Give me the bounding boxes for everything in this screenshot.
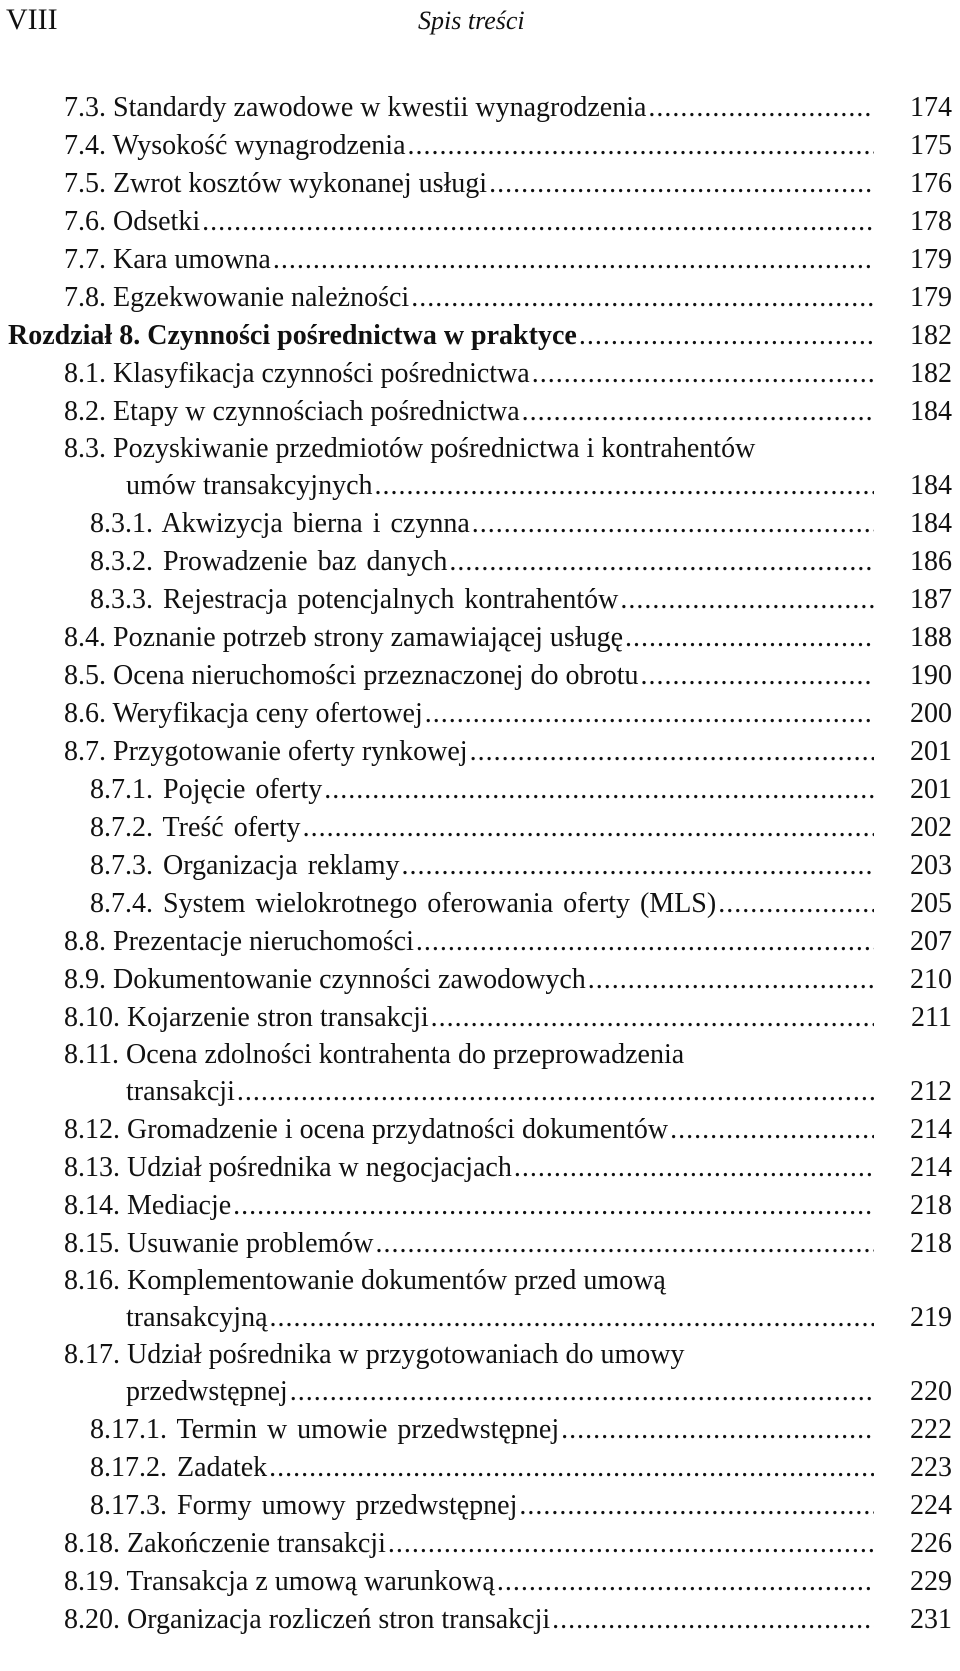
page-ref: 202 bbox=[910, 812, 952, 843]
entry-title-continued: przedwstępnej bbox=[126, 1376, 288, 1407]
entry-number: 8.3.2. bbox=[90, 546, 153, 577]
entry-title: Poznanie potrzeb strony zamawiającej usługę bbox=[113, 622, 624, 653]
leader-dots bbox=[376, 1228, 874, 1259]
leader-dots bbox=[416, 926, 874, 957]
entry-number: 8.8. bbox=[64, 926, 106, 957]
toc-entry bbox=[0, 1111, 960, 1149]
entry-title: Kara umowna bbox=[113, 244, 271, 275]
page-ref: 179 bbox=[910, 282, 952, 313]
page-ref: 231 bbox=[910, 1604, 952, 1635]
leader-dots bbox=[303, 812, 874, 843]
page-ref: 182 bbox=[910, 320, 952, 351]
entry-number: 8.5. bbox=[64, 660, 106, 691]
page-number: VIII bbox=[6, 3, 58, 36]
toc-entry bbox=[0, 1563, 960, 1601]
entry-number: 7.3. bbox=[64, 92, 106, 123]
entry-title: Zakończenie transakcji bbox=[127, 1528, 386, 1559]
entry-title: System wielokrotnego oferowania oferty (MLS) bbox=[163, 888, 717, 919]
page-ref: 188 bbox=[910, 622, 952, 653]
entry-number: 8.3.3. bbox=[90, 584, 153, 615]
entry-number: 8.14. bbox=[64, 1190, 120, 1221]
table-of-contents bbox=[0, 89, 960, 1639]
entry-number: 8.3. bbox=[64, 433, 106, 464]
entry-title: Ocena zdolności kontrahenta do przeprowadzenia bbox=[125, 1039, 685, 1070]
leader-dots bbox=[324, 774, 874, 805]
entry-title: Zadatek bbox=[177, 1452, 268, 1483]
toc-subentry bbox=[0, 885, 960, 923]
page-ref: 207 bbox=[910, 926, 952, 957]
leader-dots bbox=[670, 1114, 874, 1145]
entry-number: 8.7.1. bbox=[90, 774, 153, 805]
leader-dots bbox=[401, 850, 874, 881]
entry-number: 7.6. bbox=[64, 206, 106, 237]
toc-entry bbox=[0, 1187, 960, 1225]
page-ref: 218 bbox=[910, 1228, 952, 1259]
leader-dots bbox=[237, 1076, 874, 1107]
entry-number: 8.7.2. bbox=[90, 812, 153, 843]
toc-entry bbox=[0, 1149, 960, 1187]
page-ref: 184 bbox=[910, 470, 952, 501]
page-header bbox=[0, 0, 960, 50]
toc-entry bbox=[0, 203, 960, 241]
entry-title: Pozyskiwanie przedmiotów pośrednictwa i kontrahentów bbox=[113, 433, 756, 464]
toc-entry bbox=[0, 657, 960, 695]
toc-entry bbox=[0, 1037, 960, 1111]
entry-number: 8.17.1. bbox=[90, 1414, 167, 1445]
toc-subentry bbox=[0, 543, 960, 581]
toc-subentry bbox=[0, 847, 960, 885]
toc-entry bbox=[0, 733, 960, 771]
entry-number: 8.7. bbox=[64, 736, 106, 767]
toc-entry bbox=[0, 431, 960, 505]
entry-number: 7.7. bbox=[64, 244, 106, 275]
entry-title: Organizacja rozliczeń stron transakcji bbox=[127, 1604, 551, 1635]
leader-dots bbox=[233, 1190, 874, 1221]
entry-number: 8.20. bbox=[64, 1604, 120, 1635]
entry-title: Ocena nieruchomości przeznaczonej do obrotu bbox=[113, 660, 639, 691]
leader-dots bbox=[202, 206, 874, 237]
page-ref: 229 bbox=[910, 1566, 952, 1597]
entry-title: Standardy zawodowe w kwestii wynagrodzenia bbox=[113, 92, 647, 123]
toc-entry bbox=[0, 1601, 960, 1639]
entry-number: 8.7.4. bbox=[90, 888, 153, 919]
leader-dots bbox=[718, 888, 874, 919]
page-ref: 219 bbox=[910, 1302, 952, 1333]
entry-title: Udział pośrednika w negocjacjach bbox=[127, 1152, 512, 1183]
page-ref: 186 bbox=[910, 546, 952, 577]
entry-title: Egzekwowanie należności bbox=[113, 282, 410, 313]
entry-number: 8.6. bbox=[64, 698, 106, 729]
page-ref: 224 bbox=[910, 1490, 952, 1521]
entry-title: Kojarzenie stron transakcji bbox=[127, 1002, 429, 1033]
page-ref: 175 bbox=[910, 130, 952, 161]
leader-dots bbox=[425, 698, 874, 729]
page-ref: 178 bbox=[910, 206, 952, 237]
entry-title: Gromadzenie i ocena przydatności dokumentów bbox=[127, 1114, 669, 1145]
entry-title: Mediacje bbox=[127, 1190, 232, 1221]
leader-dots bbox=[408, 130, 874, 161]
entry-title: Organizacja reklamy bbox=[163, 850, 400, 881]
page-ref: 214 bbox=[910, 1114, 952, 1145]
page-ref: 179 bbox=[910, 244, 952, 275]
entry-title-continued: transakcyjną bbox=[126, 1302, 268, 1333]
leader-dots bbox=[588, 964, 874, 995]
entry-number: 7.5. bbox=[64, 168, 106, 199]
page-ref: 214 bbox=[910, 1152, 952, 1183]
entry-number: 8.12. bbox=[64, 1114, 120, 1145]
toc-subentry bbox=[0, 505, 960, 543]
entry-number: 8.11. bbox=[64, 1039, 119, 1070]
entry-number: 8.10. bbox=[64, 1002, 120, 1033]
entry-title: Termin w umowie przedwstępnej bbox=[176, 1414, 560, 1445]
entry-title: Weryfikacja ceny ofertowej bbox=[112, 698, 423, 729]
entry-title: Treść oferty bbox=[162, 812, 301, 843]
leader-dots bbox=[449, 546, 874, 577]
entry-number: 8.18. bbox=[64, 1528, 120, 1559]
page-ref: 220 bbox=[910, 1376, 952, 1407]
toc-entry bbox=[0, 1225, 960, 1263]
entry-number: 7.8. bbox=[64, 282, 106, 313]
leader-dots bbox=[269, 1452, 874, 1483]
leader-dots bbox=[290, 1376, 874, 1407]
entry-number: 7.4. bbox=[64, 130, 106, 161]
leader-dots bbox=[552, 1604, 874, 1635]
leader-dots bbox=[522, 396, 874, 427]
page-ref: 218 bbox=[910, 1190, 952, 1221]
toc-entry bbox=[0, 355, 960, 393]
toc-subentry bbox=[0, 1449, 960, 1487]
entry-title: Odsetki bbox=[113, 206, 201, 237]
entry-number: 8.9. bbox=[64, 964, 106, 995]
leader-dots bbox=[270, 1302, 875, 1333]
leader-dots bbox=[497, 1566, 874, 1597]
page-ref: 205 bbox=[910, 888, 952, 919]
page-ref: 210 bbox=[910, 964, 952, 995]
entry-title: Etapy w czynnościach pośrednictwa bbox=[113, 396, 520, 427]
page-ref: 203 bbox=[910, 850, 952, 881]
toc-subentry bbox=[0, 771, 960, 809]
toc-subentry bbox=[0, 581, 960, 619]
leader-dots bbox=[620, 584, 874, 615]
toc-entry bbox=[0, 695, 960, 733]
page-ref: 226 bbox=[910, 1528, 952, 1559]
toc-entry bbox=[0, 961, 960, 999]
toc-entry bbox=[0, 393, 960, 431]
leader-dots bbox=[431, 1002, 874, 1033]
page-ref: 212 bbox=[910, 1076, 952, 1107]
leader-dots bbox=[388, 1528, 874, 1559]
page-ref: 184 bbox=[910, 508, 952, 539]
entry-title: Pojęcie oferty bbox=[163, 774, 323, 805]
page-ref: 201 bbox=[910, 774, 952, 805]
toc-entry bbox=[0, 1263, 960, 1337]
entry-number: 8.17. bbox=[64, 1339, 120, 1370]
entry-title: Zwrot kosztów wykonanej usługi bbox=[113, 168, 488, 199]
leader-dots bbox=[641, 660, 874, 691]
entry-title: Formy umowy przedwstępnej bbox=[177, 1490, 518, 1521]
page-ref: 182 bbox=[910, 358, 952, 389]
entry-title: Klasyfikacja czynności pośrednictwa bbox=[113, 358, 530, 389]
toc-entry bbox=[0, 89, 960, 127]
toc-entry bbox=[0, 999, 960, 1037]
page-ref: 184 bbox=[910, 396, 952, 427]
entry-number: 8.7.3. bbox=[90, 850, 153, 881]
entry-number: 8.16. bbox=[64, 1265, 120, 1296]
page-ref: 190 bbox=[910, 660, 952, 691]
entry-number: 8.15. bbox=[64, 1228, 120, 1259]
entry-title: Rejestracja potencjalnych kontrahentów bbox=[163, 584, 619, 615]
entry-number: 8.3.1. bbox=[90, 508, 153, 539]
toc-entry bbox=[0, 241, 960, 279]
leader-dots bbox=[519, 1490, 874, 1521]
entry-number: 8.17.2. bbox=[90, 1452, 167, 1483]
page-ref: 223 bbox=[910, 1452, 952, 1483]
leader-dots bbox=[411, 282, 874, 313]
page-ref: 174 bbox=[910, 92, 952, 123]
toc-subentry bbox=[0, 1411, 960, 1449]
toc-subentry bbox=[0, 809, 960, 847]
entry-number: 8.2. bbox=[64, 396, 106, 427]
toc-entry bbox=[0, 1337, 960, 1411]
page-ref: 200 bbox=[910, 698, 952, 729]
page-ref: 187 bbox=[910, 584, 952, 615]
entry-title: Dokumentowanie czynności zawodowych bbox=[113, 964, 586, 995]
entry-title: Udział pośrednika w przygotowaniach do umowy bbox=[127, 1339, 685, 1370]
toc-entry bbox=[0, 279, 960, 317]
chapter-title: Czynności pośrednictwa w praktyce bbox=[147, 320, 577, 351]
toc-entry bbox=[0, 619, 960, 657]
leader-dots bbox=[648, 92, 874, 123]
entry-number: 8.4. bbox=[64, 622, 106, 653]
entry-number: 8.17.3. bbox=[90, 1490, 167, 1521]
entry-title: Akwizycja bierna i czynna bbox=[161, 508, 470, 539]
toc-subentry bbox=[0, 1487, 960, 1525]
entry-title: Wysokość wynagrodzenia bbox=[112, 130, 406, 161]
leader-dots bbox=[561, 1414, 874, 1445]
page-ref: 176 bbox=[910, 168, 952, 199]
entry-title: Prezentacje nieruchomości bbox=[113, 926, 414, 957]
page-ref: 201 bbox=[910, 736, 952, 767]
entry-title-continued: transakcji bbox=[126, 1076, 235, 1107]
entry-number: 8.1. bbox=[64, 358, 106, 389]
leader-dots bbox=[579, 320, 874, 351]
entry-title: Transakcja z umową warunkową bbox=[126, 1566, 495, 1597]
leader-dots bbox=[514, 1152, 874, 1183]
entry-title: Przygotowanie oferty rynkowej bbox=[113, 736, 468, 767]
page-ref: 222 bbox=[910, 1414, 952, 1445]
toc-entry bbox=[0, 923, 960, 961]
leader-dots bbox=[472, 508, 874, 539]
entry-title: Komplementowanie dokumentów przed umową bbox=[127, 1265, 666, 1296]
toc-chapter-entry bbox=[0, 317, 960, 355]
leader-dots bbox=[625, 622, 874, 653]
page-ref: 211 bbox=[911, 1002, 952, 1033]
entry-title: Usuwanie problemów bbox=[127, 1228, 374, 1259]
toc-entry bbox=[0, 127, 960, 165]
leader-dots bbox=[489, 168, 874, 199]
running-head: Spis treści bbox=[418, 6, 525, 35]
entry-title-continued: umów transakcyjnych bbox=[126, 470, 373, 501]
entry-number: 8.13. bbox=[64, 1152, 120, 1183]
leader-dots bbox=[470, 736, 874, 767]
chapter-number: Rozdział 8. bbox=[8, 320, 141, 351]
toc-entry bbox=[0, 165, 960, 203]
entry-number: 8.19. bbox=[64, 1566, 120, 1597]
leader-dots bbox=[375, 470, 875, 501]
leader-dots bbox=[273, 244, 874, 275]
entry-title: Prowadzenie baz danych bbox=[163, 546, 448, 577]
toc-entry bbox=[0, 1525, 960, 1563]
leader-dots bbox=[532, 358, 874, 389]
